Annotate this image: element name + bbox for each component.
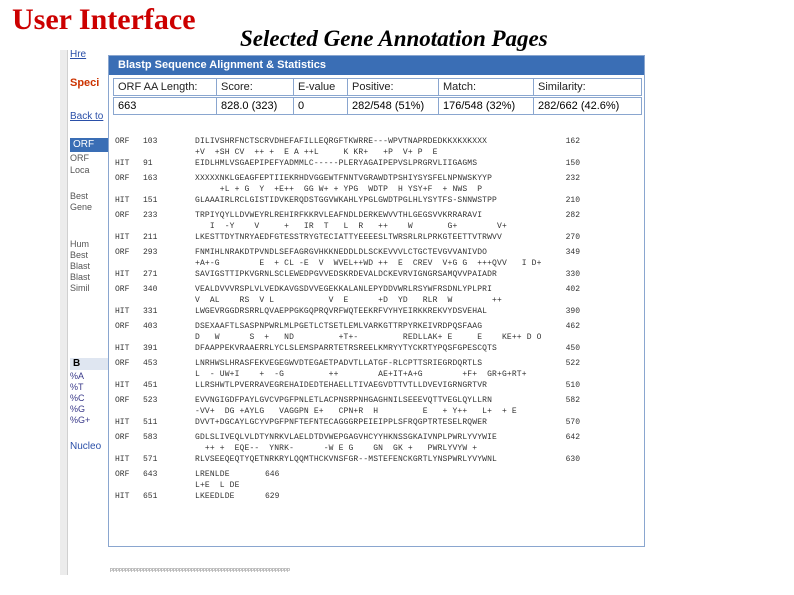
alignment-line — [109, 210, 644, 221]
alignment-label: ORF — [115, 137, 130, 146]
alignment-label: HIT — [115, 233, 130, 242]
background-row: %T — [70, 382, 84, 392]
alignment-label: HIT — [115, 455, 130, 464]
background-row: Simil — [70, 283, 90, 293]
alignment-sequence: V AL RS V L V E +D YD RLR W ++ — [195, 296, 502, 305]
alignment-line — [109, 491, 644, 502]
alignment-label: ORF — [115, 396, 130, 405]
alignment-start: 523 — [143, 396, 158, 405]
alignment-start: 651 — [143, 492, 158, 501]
alignment-line — [109, 395, 644, 406]
alignment-sequence: -VV+ DG +AYLG VAGGPN E+ CPN+R H E + Y++ L+ + E — [195, 407, 517, 416]
alignment-start: 451 — [143, 381, 158, 390]
background-row: Loca — [70, 165, 90, 175]
alignment-sequence: GLAAAIRLRCLGISTIDVKERQDSTGGVWKAHLYPGLGWDTPGLHLYSYTFS-SNNWSTPP — [195, 196, 497, 205]
alignment-end: 646 — [265, 470, 280, 479]
stat-value: 282/548 (51%) — [347, 97, 439, 115]
alignment-line — [109, 158, 644, 169]
alignment-sequence: GDLSLIVEQLVLDTYNRKVLAELDTDVWEPGAGVHCYYHKNSSGKAIVNPLPWRLYVYWIE — [195, 433, 497, 442]
background-row: Hum — [70, 239, 90, 249]
alignment-start: 211 — [143, 233, 158, 242]
alignment-sequence: +A+-G E + CL -E V WVEL++WD ++ E CREV V+G G +++QVV I D+ — [195, 259, 542, 268]
alignment-line — [109, 380, 644, 391]
alignment-sequence: LLRSHWTLPVERRAVEGREHAIDEDTEHAELLTIVAEGVDTTVTLLDVEVIGRNGRTVR — [195, 381, 488, 390]
alignment-sequence: EIDLHMLVSGAEPIPEFYADMMLC-----PLERYAGAIPEPVSLPRGRVLIIGAGMS — [195, 159, 478, 168]
alignment-end: 522 — [565, 359, 580, 368]
background-row: Blast — [70, 272, 91, 282]
alignment-line — [109, 221, 644, 232]
alignment-label: HIT — [115, 270, 130, 279]
alignment-sequence: TRPIYQYLLDVWEYRLREHIRFKKRVLEAFNDLDERKEWVVTHLGEGSVVKRRARAVI — [195, 211, 483, 220]
alignment-sequence: DSEXAAFTLSASPNPWRLMLPGETLCTSETLEMLVARKGTTRPYRKEIVRDPQSFAAG — [195, 322, 483, 331]
alignment-end: 642 — [565, 433, 580, 442]
alignment-start: 293 — [143, 248, 158, 257]
background-row: %G — [70, 404, 86, 414]
alignment-end: 349 — [565, 248, 580, 257]
alignment-sequence: RLVSEEQEQTYQETNRKRYLQQMTHCKVNSFGR--MSTEFENCKGRTLYNSPWRLYVYWNL — [195, 455, 497, 464]
background-row: Blast — [70, 261, 91, 271]
alignment-label: ORF — [115, 285, 130, 294]
stat-label: Match: — [438, 78, 534, 96]
alignment-label: ORF — [115, 359, 130, 368]
alignment-line — [109, 369, 644, 380]
alignment-sequence: +V +SH CV ++ + E A ++L K KR+ +P V+ P E — [195, 148, 438, 157]
alignment-start: 233 — [143, 211, 158, 220]
alignment-end: 210 — [565, 196, 580, 205]
alignment-line — [109, 247, 644, 258]
alignment-label: ORF — [115, 470, 130, 479]
alignment-line — [109, 269, 644, 280]
alignment-line — [109, 295, 644, 306]
alignment-sequence: LNRHWSLHRASFEKVEGEGWVDTEGAETPADVTLLATGF-RLCPTTSRIEGRDQRTLS — [195, 359, 483, 368]
slide-title: User Interface — [12, 3, 196, 36]
stat-value: 176/548 (32%) — [438, 97, 534, 115]
alignment-sequence: LKEEDLDE — [195, 492, 235, 501]
alignment-sequence: DFAAPPEKVRAAERRLYCLSLEMSPARRTETRSREELKMRYYTYCKRTYPQSFGPESCQTS — [195, 344, 497, 353]
slide-subtitle: Selected Gene Annotation Pages — [240, 26, 548, 51]
alignment-end: 630 — [565, 455, 580, 464]
stat-value: 828.0 (323) — [216, 97, 294, 115]
alignment-start: 271 — [143, 270, 158, 279]
alignment-sequence: ++ + EQE-- YNRK- -W E G GN GK + PWRLYVYW + — [195, 444, 478, 453]
alignment-start: 571 — [143, 455, 158, 464]
panel-header: Blastp Sequence Alignment & Statistics — [109, 56, 644, 75]
alignment-start: 583 — [143, 433, 158, 442]
stat-value: 0 — [293, 97, 348, 115]
alignment-line — [109, 432, 644, 443]
background-row: Gene — [70, 202, 93, 212]
alignment-line — [109, 480, 644, 491]
alignment-label: ORF — [115, 211, 130, 220]
alignment-sequence: DVVT+DGCAYLGCYVPGFPNFTEFNTECAGGGRPEIEIPPLSFRQGPTRTESELRQWER — [195, 418, 488, 427]
alignment-start: 91 — [143, 159, 153, 168]
stat-value: 282/662 (42.6%) — [533, 97, 642, 115]
background-row: %C — [70, 393, 85, 403]
alignment-label: HIT — [115, 492, 130, 501]
alignment-label: ORF — [115, 174, 130, 183]
background-row: Best — [70, 191, 89, 201]
alignment-line — [109, 469, 644, 480]
alignment-line — [109, 417, 644, 428]
background-row[interactable]: Hre — [70, 50, 87, 60]
alignment-line — [109, 147, 644, 158]
stat-label: Positive: — [347, 78, 439, 96]
alignment-line — [109, 284, 644, 295]
alignment-line — [109, 358, 644, 369]
alignment-start: 511 — [143, 418, 158, 427]
alignment-end: 330 — [565, 270, 580, 279]
alignment-end: 570 — [565, 418, 580, 427]
alignment-start: 103 — [143, 137, 158, 146]
alignment-sequence: SAVIGSTTIPKVGRNLSCLEWEDPGVVEDSKRDEVALDCKEVRVIGNGRSAMQVVPAIADR — [195, 270, 497, 279]
alignment-start: 403 — [143, 322, 158, 331]
background-row: Nucleo — [70, 441, 102, 452]
alignment-end: 270 — [565, 233, 580, 242]
alignment-sequence: XXXXXNKLGEAGFEPTIIEKRHDVGGEWTFNNTVGRAWDTPSHIYSYSFELNPNWSKYYP — [195, 174, 493, 183]
alignment-line — [109, 321, 644, 332]
alignment-sequence: LRENLDE — [195, 470, 230, 479]
alignment-sequence: VEALDVVVRSPLVLVEDKAVGSDVVEGEKKALANLEPYDDVWRLRSYWFRSDNLYPLPRI — [195, 285, 493, 294]
stat-label: Similarity: — [533, 78, 642, 96]
stats-table — [113, 78, 640, 116]
alignment-end: 510 — [565, 381, 580, 390]
alignment-end: 282 — [565, 211, 580, 220]
alignment-end: 450 — [565, 344, 580, 353]
alignment-label: ORF — [115, 248, 130, 257]
alignment-line — [109, 258, 644, 269]
alignment-sequence: LKESTTDYTNRYAEDFGTESSTRYGTECIATTYEEEESLTWRSRLRLPRKGTEETTVTRWVV — [195, 233, 502, 242]
alignment-start: 340 — [143, 285, 158, 294]
alignment-sequence: D W S + ND +T+- REDLLAK+ E E KE++ D O — [195, 333, 542, 342]
alignment-line — [109, 195, 644, 206]
alignment-label: HIT — [115, 381, 130, 390]
alignment-line — [109, 232, 644, 243]
alignment-start: 151 — [143, 196, 158, 205]
alignment-end: 629 — [265, 492, 280, 501]
alignment-end: 462 — [565, 322, 580, 331]
alignment-sequence: LWGEVRGGDRSRRLQVAEPPGKGQPRQVRFWQTEEKRFVYHYEIRKKREKVYDSVEHAL — [195, 307, 488, 316]
alignment-label: HIT — [115, 196, 130, 205]
alignment-line — [109, 406, 644, 417]
alignment-line — [109, 332, 644, 343]
alignment-end: 390 — [565, 307, 580, 316]
background-row: %A — [70, 371, 85, 381]
background-row: %G+ — [70, 415, 91, 425]
alignment-label: HIT — [115, 307, 130, 316]
blastp-panel — [108, 55, 645, 547]
alignment-line — [109, 306, 644, 317]
alignment-sequence: I -Y V + IR T L R ++ W G+ V+ — [195, 222, 507, 231]
alignment-sequence: FNMIHLNRAKDTPVNDLSEFAGRGVHKKNEDDLDLSCKEVVVLCTGCTEVGVVANIVDO — [195, 248, 488, 257]
alignment-label: ORF — [115, 433, 130, 442]
alignment-start: 163 — [143, 174, 158, 183]
stat-label: Score: — [216, 78, 294, 96]
stat-value: 663 — [113, 97, 217, 115]
alignment-sequence: +L + G Y +E++ GG W+ + YPG WDTP H YSY+F + NWS P — [195, 185, 483, 194]
alignment-area — [109, 132, 644, 546]
background-row: B — [70, 358, 120, 370]
alignment-label: HIT — [115, 418, 130, 427]
alignment-line — [109, 443, 644, 454]
alignment-sequence: EVVNGIGDFPAYLGVCVPGFPNLETLACPNSRPNHGAGHNILSEEEVQTTVEGLQYLLRN — [195, 396, 493, 405]
alignment-end: 582 — [565, 396, 580, 405]
background-row: ORF — [70, 153, 89, 163]
alignment-sequence: L - UW+I + -G ++ AE+IT+A+G +F+ GR+G+RT+ — [195, 370, 527, 379]
alignment-sequence: DILIVSHRFNCTSCRVDHEFAFILLEQRGFTKWRRE---WPVTNAPRDEDKKXKXKXXX — [195, 137, 488, 146]
background-row: Speci — [70, 77, 100, 89]
alignment-start: 643 — [143, 470, 158, 479]
alignment-sequence: L+E L DE — [195, 481, 240, 490]
alignment-label: HIT — [115, 159, 130, 168]
background-scrollbar[interactable] — [60, 50, 68, 575]
footer-strip: pppppppppppppppppppppppppppppppppppppppppppppppppppppppppppp — [110, 567, 291, 573]
alignment-line — [109, 454, 644, 465]
alignment-line — [109, 343, 644, 354]
background-row: ORF — [70, 138, 110, 152]
alignment-line — [109, 173, 644, 184]
alignment-end: 232 — [565, 174, 580, 183]
alignment-start: 453 — [143, 359, 158, 368]
alignment-label: HIT — [115, 344, 130, 353]
alignment-end: 162 — [565, 137, 580, 146]
stat-label: ORF AA Length: — [113, 78, 217, 96]
alignment-line — [109, 184, 644, 195]
alignment-end: 150 — [565, 159, 580, 168]
alignment-end: 402 — [565, 285, 580, 294]
alignment-start: 391 — [143, 344, 158, 353]
alignment-label: ORF — [115, 322, 130, 331]
stat-label: E-value — [293, 78, 348, 96]
alignment-start: 331 — [143, 307, 158, 316]
background-row: Best — [70, 250, 89, 260]
background-row[interactable]: Back to — [70, 111, 104, 122]
alignment-line — [109, 136, 644, 147]
